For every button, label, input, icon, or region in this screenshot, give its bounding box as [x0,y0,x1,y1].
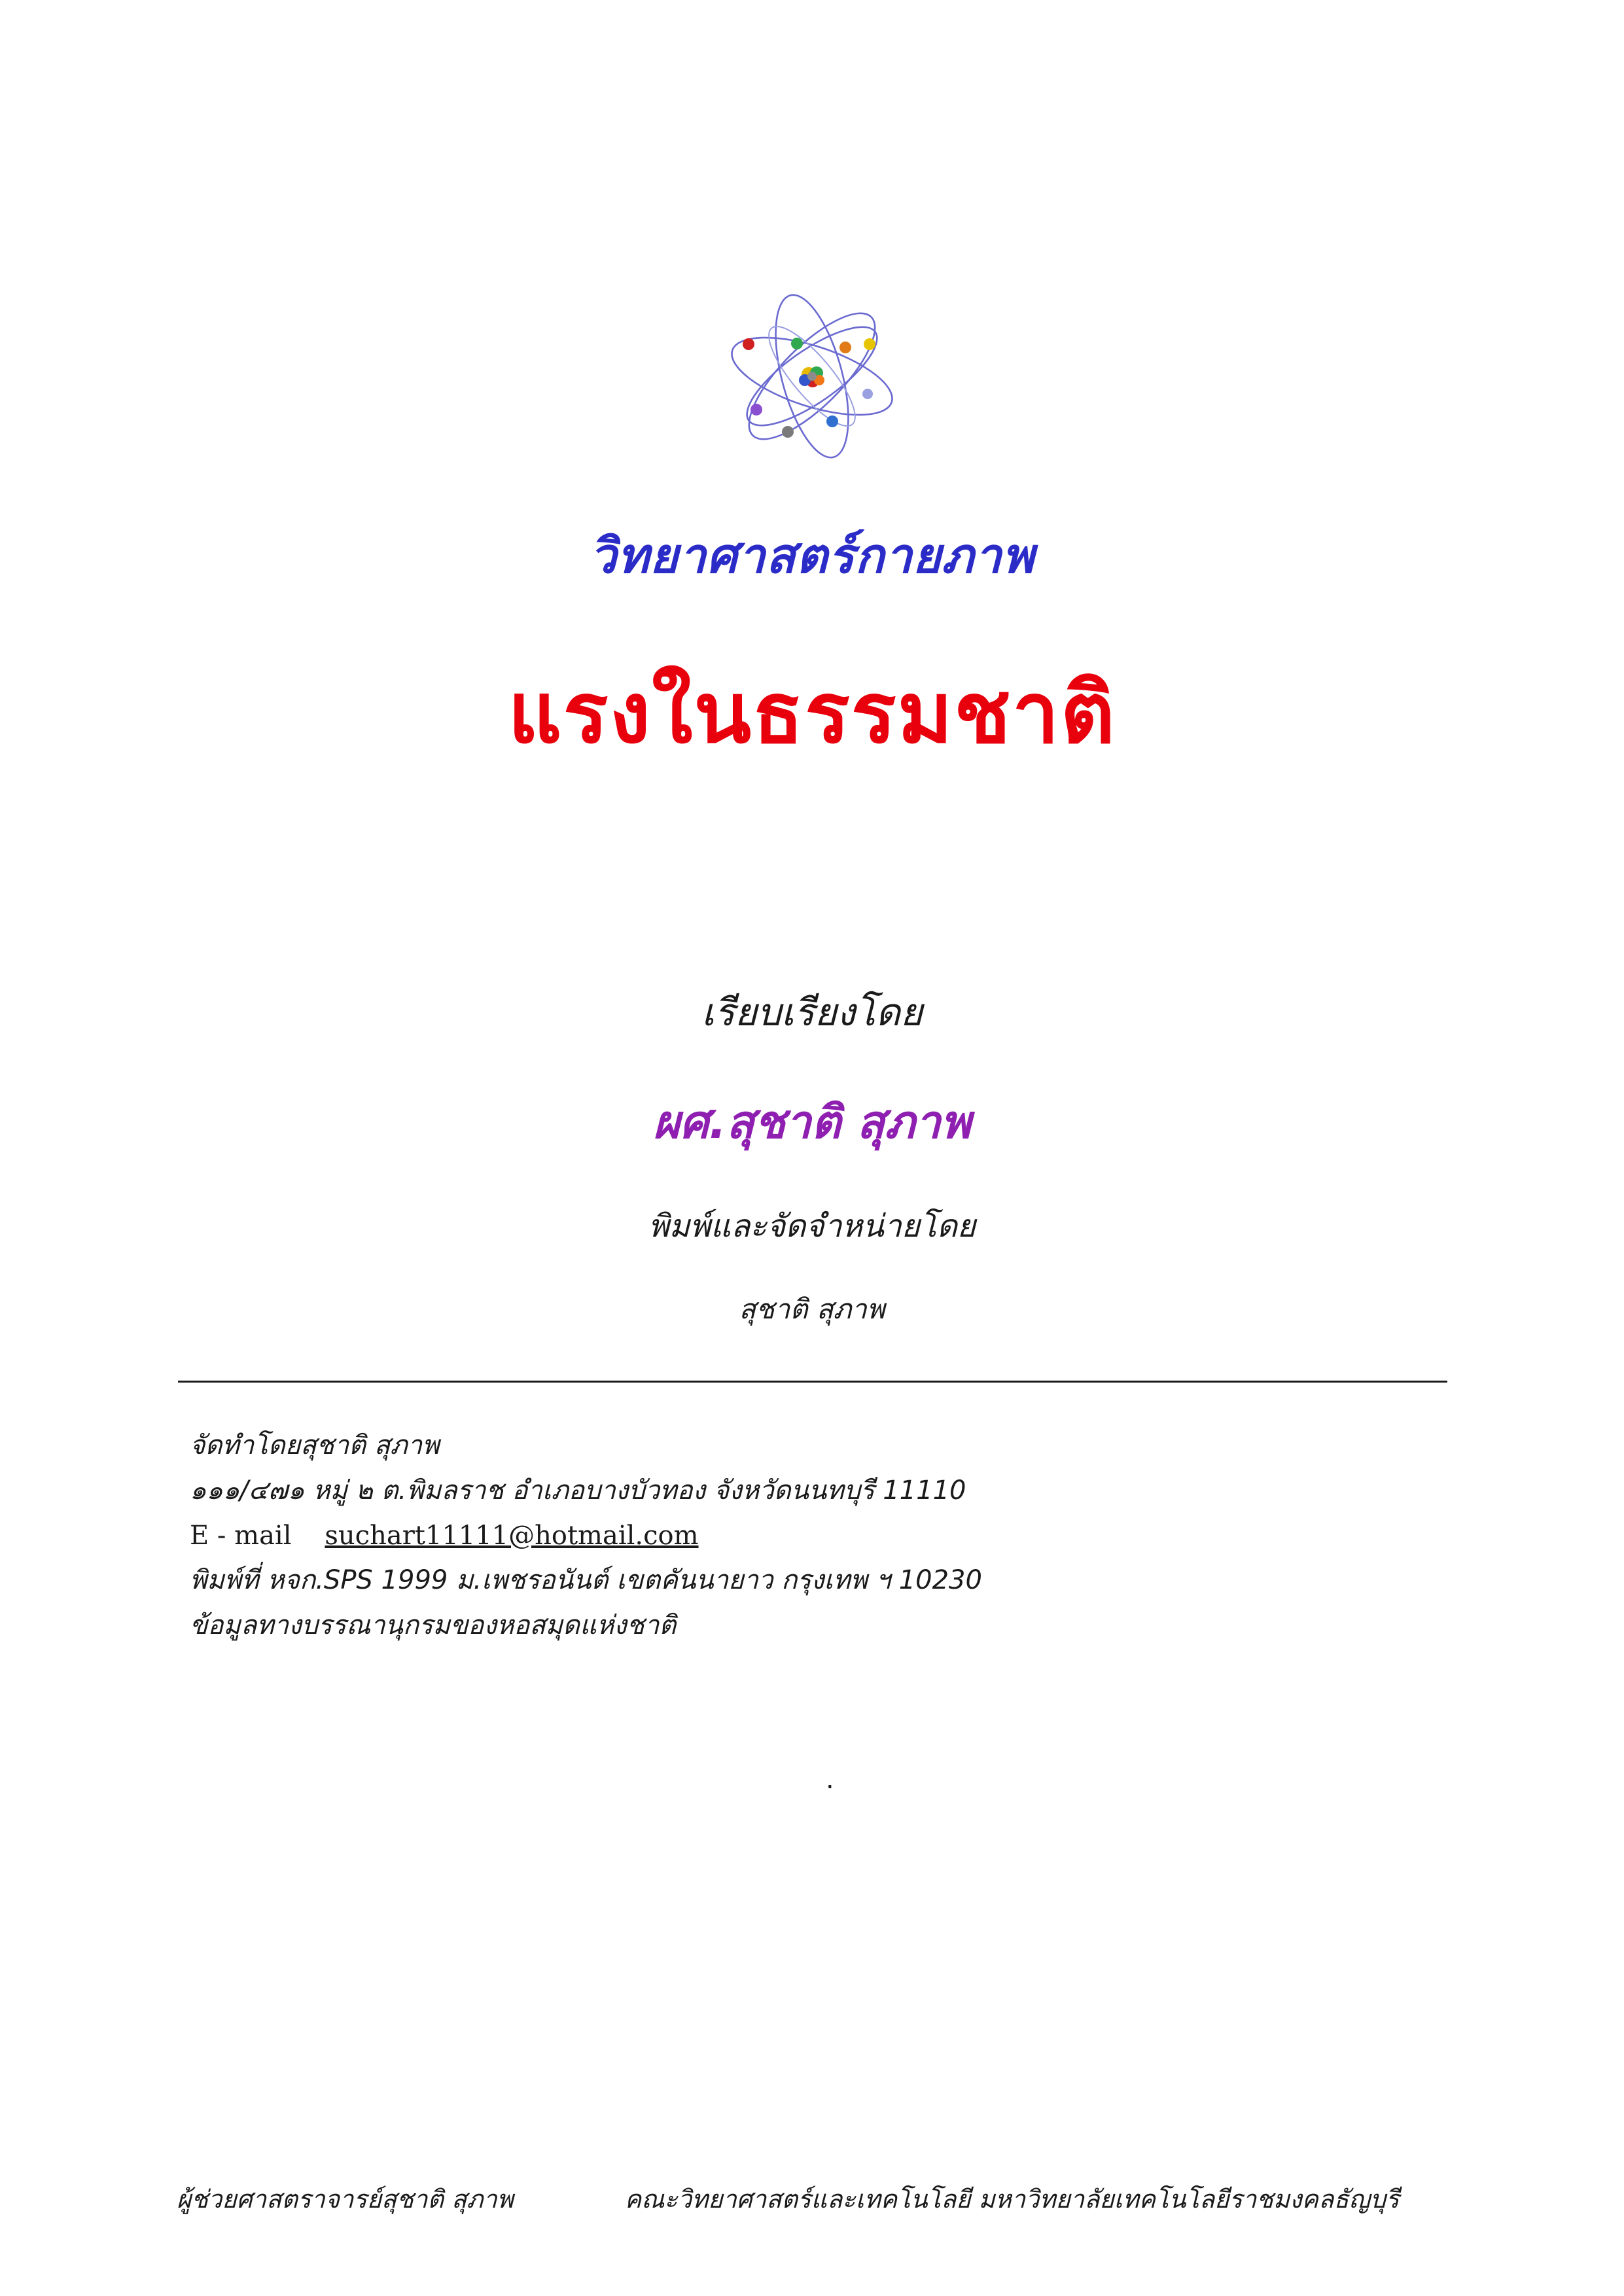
imprint-line-producer: จัดทำโดยสุชาติ สุภาพ [190,1430,440,1460]
page-footer [0,2179,1624,2219]
imprint-block [190,1423,1466,1648]
publisher-name: สุชาติ สุภาพ [739,1293,885,1325]
imprint-line-catalog: ข้อมูลทางบรรณานุกรมของหอสมุดแห่งชาติ [190,1610,677,1641]
logo-container [0,281,1624,471]
byline-block [0,981,1624,1331]
horizontal-divider [178,1381,1447,1383]
main-title: แรงในธรรมชาติ [508,665,1116,763]
imprint-line-printer: พิมพ์ที่ หจก.SPS 1999 ม.เพชรอนันต์ เขตคันนายาว กรุงเทพ ฯ 10230 [190,1565,982,1596]
footer-institution: คณะวิทยาศาสตร์และเทคโนโลยี มหาวิทยาลัยเทคโนโลยีราชมงคลธัญบุรี [624,2185,1400,2214]
atom-icon [717,281,907,471]
footer-author: ผู้ช่วยศาสตราจารย์สุชาติ สุภาพ [177,2185,514,2214]
imprint-trailing-dot: . [826,1765,834,1795]
email-link[interactable]: suchart11111@hotmail.com [325,1520,699,1551]
email-label: E - mail [190,1520,292,1551]
title-block [0,528,1624,763]
imprint-line-address: ๑๑๑/๔๗๑ หมู่ ๒ ต.พิมลราช อำเภอบางบัวทอง จังหวัดนนทบุรี 11110 [190,1475,966,1506]
subject-title: วิทยาศาสตร์กายภาพ [589,528,1035,584]
publisher-label: พิมพ์และจัดจำหน่ายโดย [648,1208,976,1245]
imprint-line-email [190,1513,1466,1559]
author-name: ผศ.สุชาติ สุภาพ [653,1095,971,1149]
compiled-by-label: เรียบเรียงโดย [701,990,923,1034]
